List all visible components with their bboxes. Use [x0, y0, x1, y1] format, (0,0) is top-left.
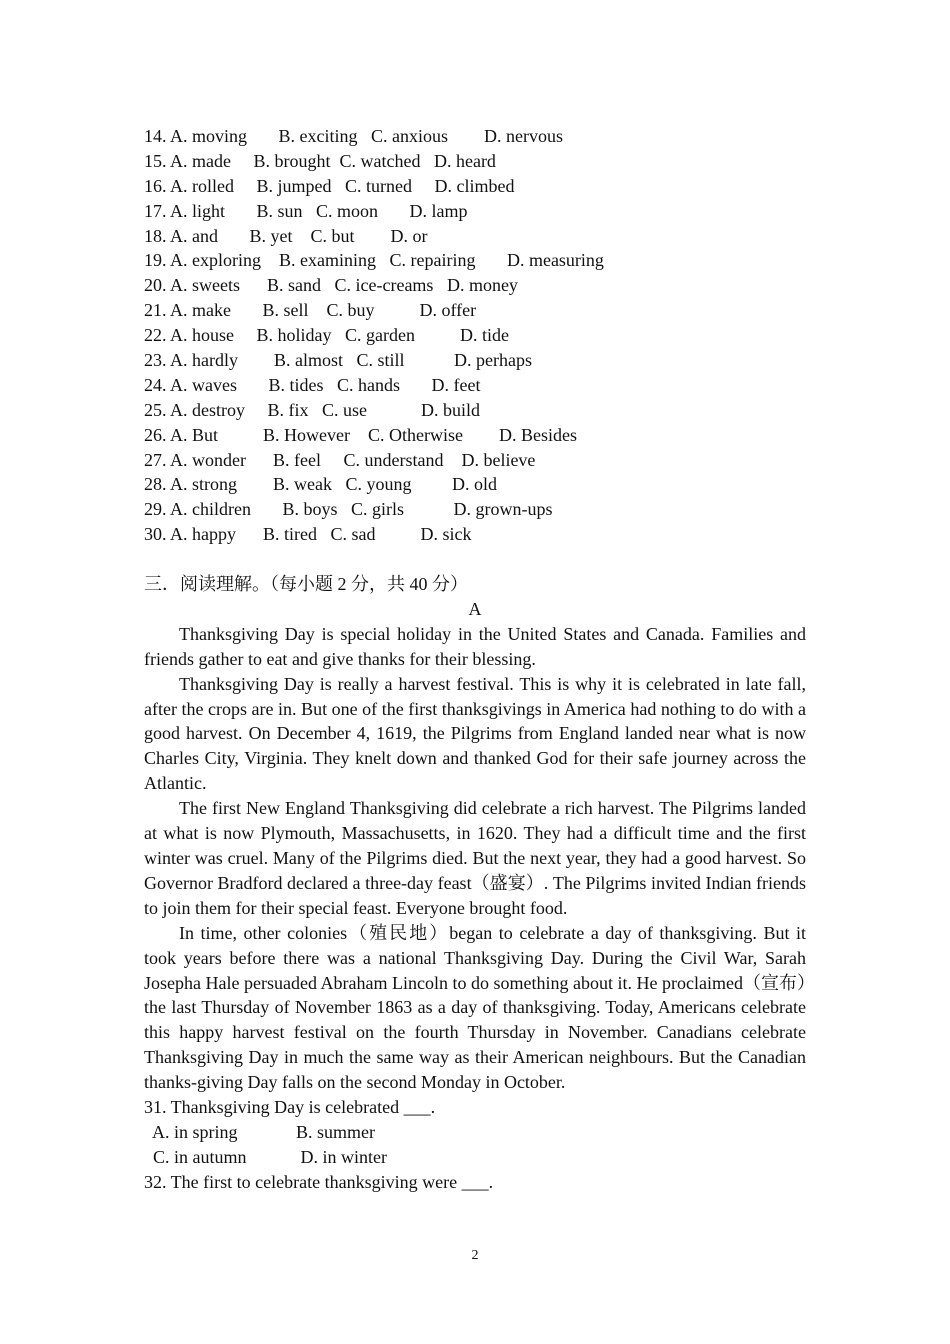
option-row: 20. A. sweets B. sand C. ice-creams D. money: [144, 275, 518, 296]
question-31-choices-ab: A. in spring B. summer: [144, 1121, 376, 1142]
option-row: 29. A. children B. boys C. girls D. grown-ups: [144, 499, 553, 520]
option-row: 16. A. rolled B. jumped C. turned D. climbed: [144, 175, 515, 196]
passage-paragraph: The first New England Thanksgiving did celebrate a rich harvest. The Pilgrims landed at what is now Plymouth, Massachusetts, in 1620. They had a difficult time and the first winter was cruel. Many of the Pilgrims died. But the next year, they had a good harvest. So Governor Bradford declared a three-day feast（盛宴）. The Pilgrims invited Indian friends to join them for their special feast. Everyone brought food.: [144, 798, 806, 918]
option-row: 24. A. waves B. tides C. hands D. feet: [144, 374, 481, 395]
option-row: 27. A. wonder B. feel C. understand D. believe: [144, 449, 536, 470]
options-list: [144, 124, 806, 547]
question-31-choices-cd: C. in autumn D. in winter: [144, 1146, 387, 1167]
question-31: 31. Thanksgiving Day is celebrated ___.: [144, 1097, 436, 1118]
passage-label: A: [468, 598, 482, 619]
section-heading: 三．阅读理解。（每小题 2 分，共 40 分）: [144, 574, 468, 595]
passage-paragraph: Thanksgiving Day is special holiday in the United States and Canada. Families and friends gather to eat and give thanks for their blessing.: [144, 623, 806, 669]
option-row: 15. A. made B. brought C. watched D. heard: [144, 150, 496, 171]
question-32: 32. The first to celebrate thanksgiving were ___.: [144, 1171, 494, 1192]
page-number: 2: [471, 1248, 479, 1263]
option-row: 14. A. moving B. exciting C. anxious D. nervous: [144, 126, 563, 146]
passage-paragraph: In time, other colonies（殖民地）began to celebrate a day of thanksgiving. But it took years before there was a national Thanksgiving Day. During the Civil War, Sarah Josepha Hale persuaded Abraham Lincoln to do something about it. He proclaimed（宣布）the last Thursday of November 1863 as a day of thanksgiving. Today, Americans celebrate this happy harvest festival on the fourth Thursday in November. Canadians celebrate Thanksgiving Day in much the same way as their American neighbours. But the Canadian thanks-giving Day falls on the second Monday in October.: [144, 922, 806, 1093]
option-row: 19. A. exploring B. examining C. repairing D. measuring: [144, 250, 604, 271]
option-row: 17. A. light B. sun C. moon D. lamp: [144, 200, 468, 221]
option-row: 21. A. make B. sell C. buy D. offer: [144, 300, 477, 321]
option-row: 30. A. happy B. tired C. sad D. sick: [144, 524, 472, 545]
option-row: 28. A. strong B. weak C. young D. old: [144, 474, 497, 495]
option-row: 25. A. destroy B. fix C. use D. build: [144, 399, 480, 420]
option-row: 22. A. house B. holiday C. garden D. tide: [144, 325, 509, 346]
option-row: 23. A. hardly B. almost C. still D. perhaps: [144, 350, 532, 371]
option-row: 18. A. and B. yet C. but D. or: [144, 225, 428, 246]
option-row: 26. A. But B. However C. Otherwise D. Besides: [144, 424, 577, 445]
passage-paragraph: Thanksgiving Day is really a harvest festival. This is why it is celebrated in late fall, after the crops are in. But one of the first thanksgivings in America had nothing to do with a good harvest. On December 4, 1619, the Pilgrims from England landed near what is now Charles City, Virginia. They knelt down and thanked God for their safe journey across the Atlantic.: [144, 673, 806, 794]
page-body: [144, 124, 806, 1195]
